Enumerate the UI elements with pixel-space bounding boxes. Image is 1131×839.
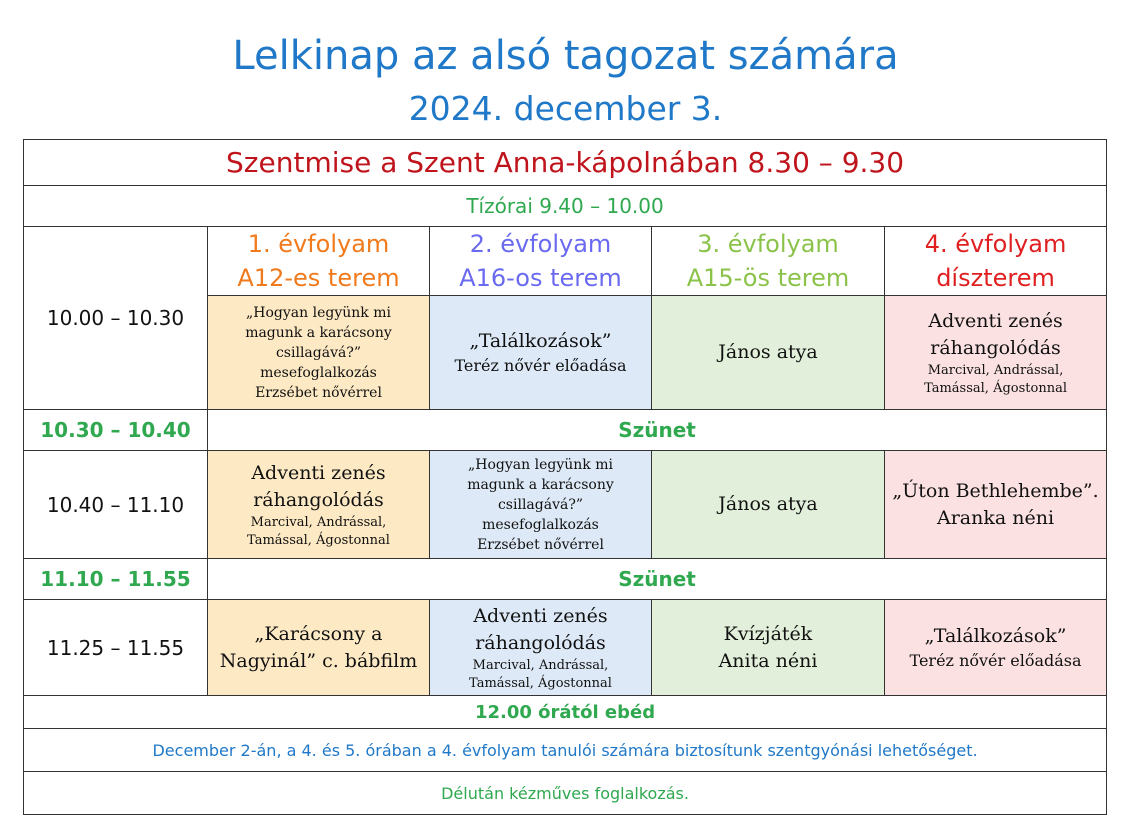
slot2-grade1-cell [208, 451, 430, 559]
slot3-g2-line2: ráhangolódás [475, 631, 606, 654]
slot1-g3-title: János atya [718, 341, 818, 363]
slot3-g2-line1: Adventi zenés [473, 604, 608, 627]
grade-1-room: A12-es terem [237, 264, 400, 292]
slot1-time: 10.00 – 10.30 [24, 227, 208, 410]
break2-row [24, 559, 1107, 600]
slot2-grade4-cell [885, 451, 1107, 559]
afternoon-note-row [24, 772, 1107, 815]
slot2-g2-line1: „Hogyan legyünk mi [468, 456, 613, 473]
slot1-g4-line1: Adventi zenés [928, 309, 1063, 332]
slot2-time: 10.40 – 11.10 [24, 451, 208, 559]
slot2-g2-line3: csillagává?” [497, 496, 584, 513]
slot2-g3-title: János atya [718, 493, 818, 515]
snack-cell: Tízórai 9.40 – 10.00 [24, 186, 1107, 227]
slot1-g1-line3: csillagává?” [275, 344, 362, 361]
break1-time: 10.30 – 10.40 [24, 410, 208, 451]
grade-header-row [24, 227, 1107, 296]
slot2-g1-line2: ráhangolódás [253, 488, 384, 511]
slot2-grade2-cell [430, 451, 652, 559]
slot3-g1-line2: Nagyinál” c. bábfilm [219, 649, 418, 672]
slot2-grade3-cell [652, 451, 885, 559]
slot3-grade2-cell [430, 600, 652, 696]
page-title: Lelkinap az alsó tagozat számára [232, 33, 899, 79]
grade-3-room: A15-ös terem [686, 264, 850, 292]
slot1-g2-title: „Találkozások” [469, 330, 612, 352]
slot1-g4-sub1: Marcival, Andrással, [927, 362, 1064, 378]
grade-2-room: A16-os terem [459, 264, 622, 292]
slot3-g4-title: „Találkozások” [924, 625, 1067, 647]
slot2-g4-line2: Aranka néni [937, 506, 1055, 529]
schedule-table [23, 139, 1107, 815]
grade-2-name: 2. évfolyam [469, 230, 612, 258]
slot2-g2-line4: mesefoglalkozás [482, 516, 599, 533]
slot2-g4-line1: „Úton Bethlehembe”. [892, 479, 1099, 502]
slot2-g1-sub1: Marcival, Andrással, [250, 514, 387, 530]
lunch-row [24, 696, 1107, 729]
slot3-g4-sub: Teréz nővér előadása [909, 651, 1082, 670]
grade-4-name: 4. évfolyam [924, 230, 1067, 258]
slot1-grade4-cell [885, 296, 1107, 410]
slot1-g1-line5: Erzsébet nővérrel [255, 384, 382, 401]
mass-cell: Szentmise a Szent Anna-kápolnában 8.30 – 9.30 [24, 140, 1107, 186]
snack-row [24, 186, 1107, 227]
slot1-g1-line2: magunk a karácsony [245, 324, 392, 341]
grade-1-name: 1. évfolyam [247, 230, 390, 258]
confession-note: December 2-án, a 4. és 5. órában a 4. évfolyam tanulói számára biztosítunk szentgyónási lehetőséget. [24, 729, 1107, 772]
slot1-grade2-cell [430, 296, 652, 410]
slot3-g3-line2: Anita néni [718, 649, 818, 672]
slot3-g1-line1: „Karácsony a [254, 622, 383, 645]
break1-row [24, 410, 1107, 451]
confession-note-row [24, 729, 1107, 772]
slot3-grade3-cell [652, 600, 885, 696]
grade-2-header [430, 227, 652, 296]
mass-row [24, 140, 1107, 186]
grade-1-header [208, 227, 430, 296]
afternoon-note: Délután kézműves foglalkozás. [24, 772, 1107, 815]
slot3-g2-sub1: Marcival, Andrással, [472, 657, 609, 673]
slot3-g2-sub2: Tamással, Ágostonnal [469, 675, 612, 691]
grade-3-name: 3. évfolyam [697, 230, 839, 258]
lunch-cell: 12.00 órától ebéd [24, 696, 1107, 729]
break2-time: 11.10 – 11.55 [24, 559, 208, 600]
slot2-row [24, 451, 1107, 559]
slot3-grade1-cell [208, 600, 430, 696]
grade-4-header [885, 227, 1107, 296]
slot2-g1-line1: Adventi zenés [251, 461, 386, 484]
grade-4-room: díszterem [936, 264, 1055, 292]
break1-label: Szünet [208, 410, 1107, 451]
slot1-g4-line2: ráhangolódás [930, 336, 1061, 359]
slot3-grade4-cell [885, 600, 1107, 696]
slot1-g4-sub2: Tamással, Ágostonnal [924, 380, 1067, 396]
break2-label: Szünet [208, 559, 1107, 600]
slot3-g3-line1: Kvízjáték [723, 622, 813, 645]
slot1-grade1-cell [208, 296, 430, 410]
slot1-grade3-cell [652, 296, 885, 410]
slot3-row [24, 600, 1107, 696]
slot2-g2-line5: Erzsébet nővérrel [477, 536, 604, 553]
grade-3-header [652, 227, 885, 296]
slot1-g1-line1: „Hogyan legyünk mi [246, 304, 391, 321]
slot1-g2-sub: Teréz nővér előadása [454, 356, 627, 375]
slot1-g1-line4: mesefoglalkozás [260, 364, 377, 381]
event-date: 2024. december 3. [408, 89, 723, 128]
slot2-g1-sub2: Tamással, Ágostonnal [247, 532, 390, 548]
slot3-time: 11.25 – 11.55 [24, 600, 208, 696]
slot2-g2-line2: magunk a karácsony [467, 476, 614, 493]
